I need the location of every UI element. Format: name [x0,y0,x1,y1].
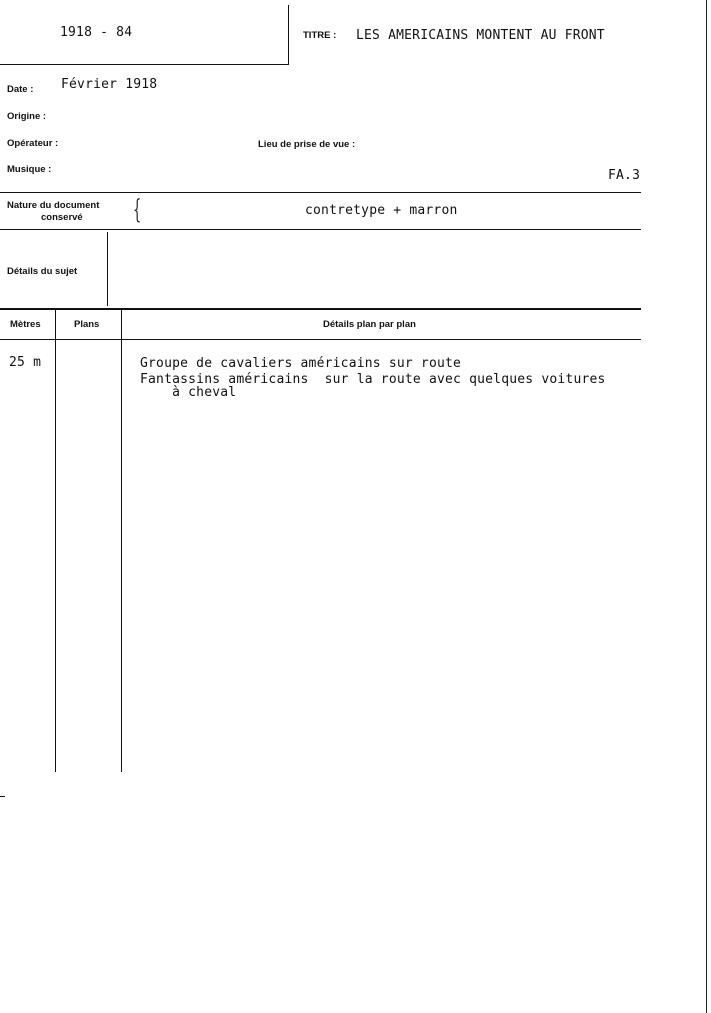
music-label: Musique : [7,164,52,175]
date-label: Date : [7,84,34,95]
details-bottom-border [0,308,641,310]
nature-brace: { [133,195,142,225]
col-header-details: Détails plan par plan [323,319,416,330]
col-header-plans: Plans [74,319,100,330]
title-label: TITRE : [303,30,337,41]
col-header-metres: Mètres [10,319,41,330]
reference-number: 1918 - 84 [60,25,133,40]
operator-label: Opérateur : [7,138,59,149]
page-edge [706,0,707,1013]
table-header-bottom-border [0,339,641,340]
nature-label-line2: conservé [41,212,83,223]
nature-top-border [0,192,641,193]
film-title: LES AMERICAINS MONTENT AU FRONT [356,28,605,43]
details-label: Détails du sujet [7,266,78,277]
margin-mark [0,796,5,797]
nature-value: contretype + marron [305,203,458,218]
header-box-bottom-border [0,64,289,65]
details-divider [107,232,108,306]
origin-label: Origine : [7,111,47,122]
row-detail-line-1: Groupe de cavaliers américains sur route [140,356,462,371]
row-detail-line-3: à cheval [140,385,237,400]
row-metres: 25 m [9,355,42,370]
nature-bottom-border [0,229,641,230]
nature-label-line1: Nature du document [7,200,100,211]
column-divider-metres [55,310,56,772]
header-box-right-border [288,5,289,65]
column-divider-plans [121,310,122,772]
archive-code: FA.3 [608,168,641,183]
location-label: Lieu de prise de vue : [258,139,356,150]
date-value: Février 1918 [61,77,158,92]
row-detail-line-2: Fantassins américains sur la route avec quelques voitures [140,372,606,387]
